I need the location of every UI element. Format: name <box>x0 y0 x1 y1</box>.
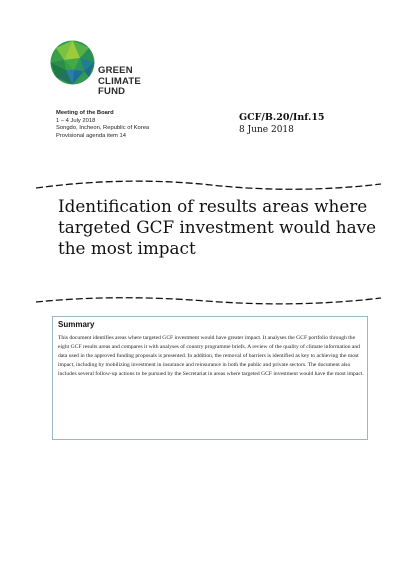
meeting-title: Meeting of the Board <box>56 110 114 116</box>
logo-wordmark <box>98 66 141 98</box>
summary-heading: Summary <box>58 320 95 329</box>
document-date: 8 June 2018 <box>239 125 294 135</box>
wave-divider-bottom <box>36 294 381 308</box>
title-line: the most impact <box>58 238 196 258</box>
gcf-logo-icon <box>50 40 95 85</box>
logo-line: GREEN <box>98 65 133 76</box>
meeting-dates: 1 – 4 July 2018 <box>56 117 96 124</box>
meeting-agenda: Provisional agenda item 14 <box>56 132 126 139</box>
meeting-info <box>56 110 149 140</box>
document-title <box>58 196 388 259</box>
wave-divider-top <box>36 178 381 192</box>
title-line: targeted GCF investment would have <box>58 217 377 237</box>
logo-line: CLIMATE <box>98 75 141 87</box>
summary-body: This document identifies areas where targeted GCF investment would have greater impact. It analyses the GCF portfolio through the eight GCF results areas and compares it with analyses of country programme briefs. A review of the quality of climate information and data used in the approved funding proposals is presented. In addition, the removal of barriers is identified as key to achieving the most impact, including by mobilizing investment in insurance and reinsurance in both the public and private sectors. The document also includes several follow-up actions to be pursued by the Secretariat in areas where targeted GCF investment would have the most impact. <box>58 335 364 377</box>
meeting-location: Songdo, Incheon, Republic of Korea <box>56 125 150 132</box>
document-id: GCF/B.20/Inf.15 <box>239 112 325 123</box>
logo-line: FUND <box>98 86 126 97</box>
title-line: Identification of results areas where <box>58 196 368 216</box>
